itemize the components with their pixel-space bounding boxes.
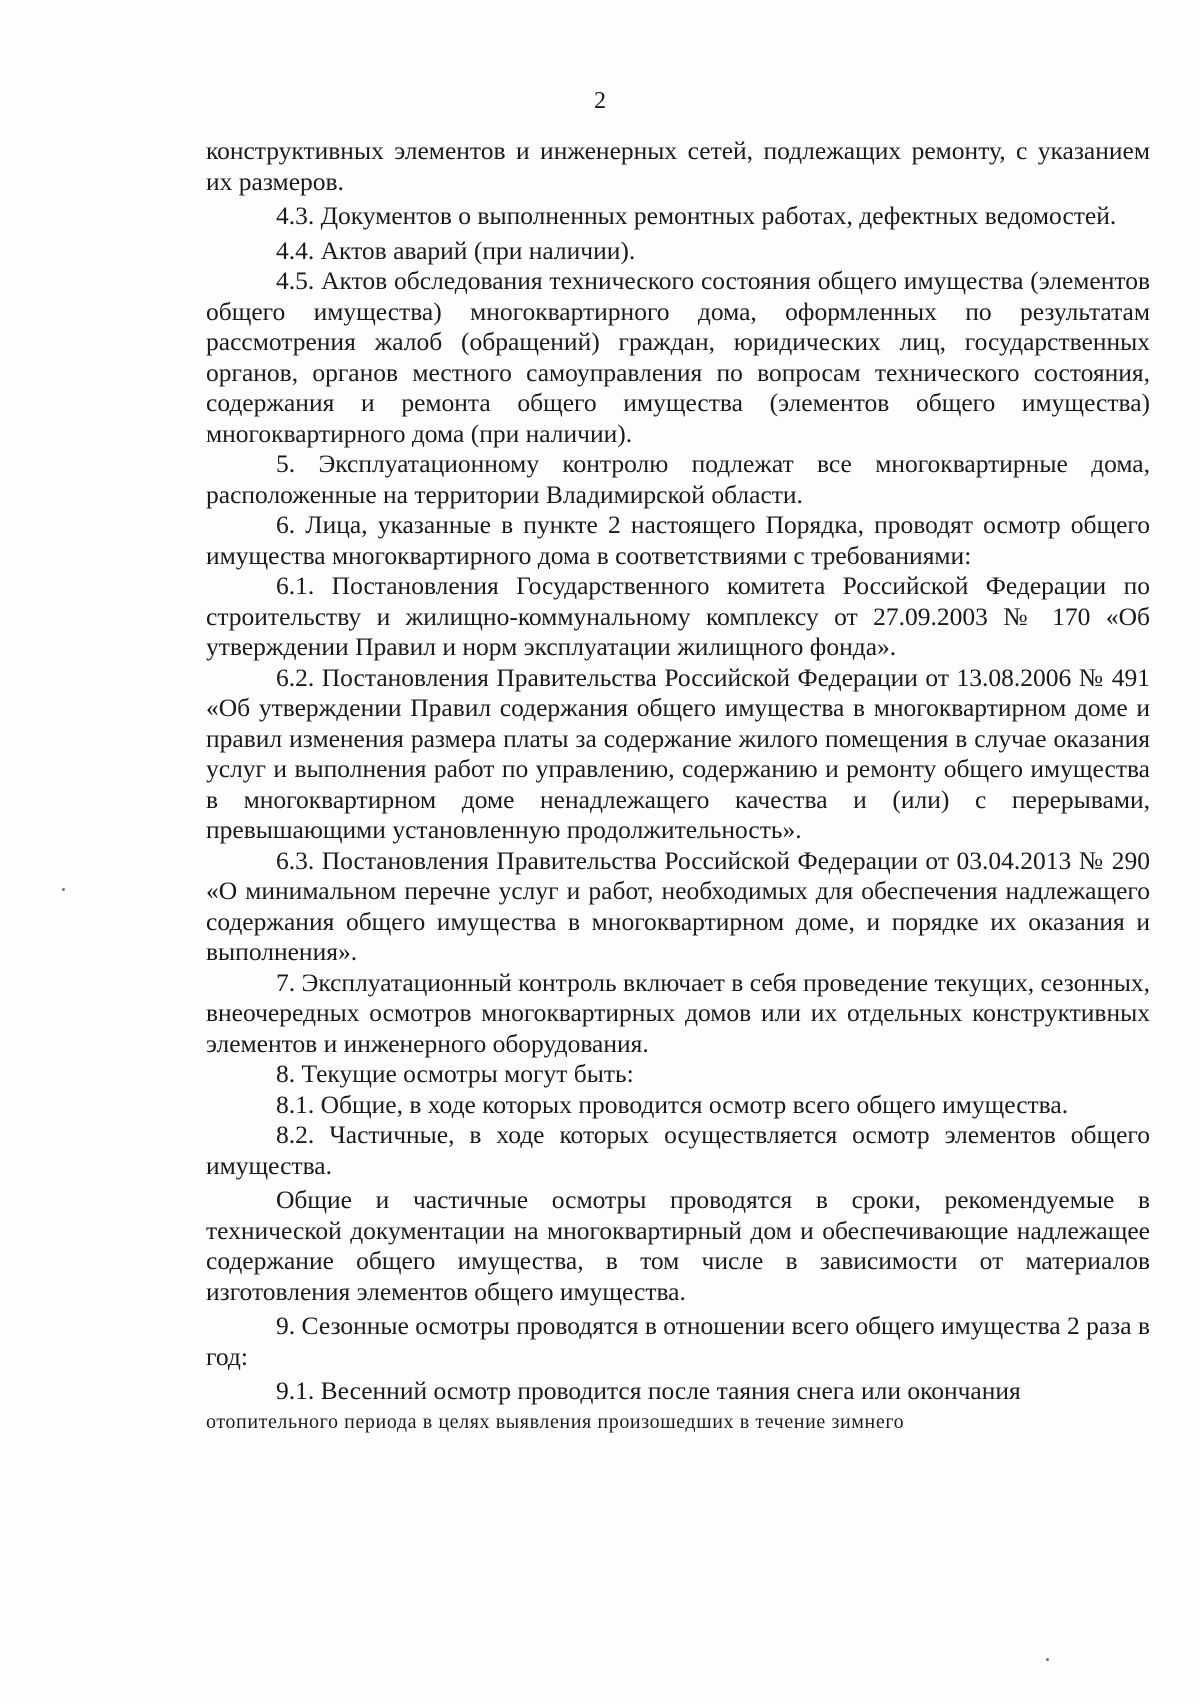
paragraph-general-inspections: Общие и частичные осмотры проводятся в сроки, рекомендуемые в технической документации на многоквартирный дом и обеспечивающие надлежащее содержание общего имущества, в том числе в зависимости от материалов изготовления элементов общего имущества.: [206, 1185, 1150, 1306]
paragraph-4-4: 4.4. Актов аварий (при наличии).: [276, 235, 636, 265]
document-body: [206, 136, 1150, 1437]
paragraph-continuation: конструктивных элементов и инженерных сетей, подлежащих ремонту, с указанием их размеров.: [206, 136, 1150, 196]
paragraph-8-2: 8.2. Частичные, в ходе которых осуществляется осмотр элементов общего имущества.: [206, 1120, 1150, 1180]
paragraph-9: 9. Сезонные осмотры проводятся в отношении всего общего имущества 2 раза в год:: [206, 1311, 1150, 1371]
scan-speck: [62, 888, 65, 891]
paragraph-7: 7. Эксплуатационный контроль включает в себя проведение текущих, сезонных, внеочередных осмотров многоквартирных домов или их отдельных конструктивных элементов и инженерного оборудования.: [206, 967, 1150, 1058]
paragraph-4-3: 4.3. Документов о выполненных ремонтных работах, дефектных ведомостей.: [276, 201, 1117, 230]
paragraph-8: 8. Текущие осмотры могут быть:: [276, 1059, 634, 1088]
paragraph-6-2: 6.2. Постановления Правительства Российской Федерации от 13.08.2006 № 491 «Об утверждении Правил содержания общего имущества в многоквартирном доме и правил изменения размера платы за содержание жилого помещения в случае оказания услуг и выполнения работ по управлению, содержанию и ремонту общего имущества в многоквартирном доме ненадлежащего качества и (или) с перерывами, превышающими установленную продолжительность».: [206, 662, 1150, 844]
paragraph-5: 5. Эксплуатационному контролю подлежат все многоквартирные дома, расположенные на территории Владимирской области.: [206, 449, 1150, 509]
paragraph-9-1: 9.1. Весенний осмотр проводится после таяния снега или окончания: [276, 1376, 1021, 1405]
scan-speck: [1046, 1658, 1049, 1661]
paragraph-6-3: 6.3. Постановления Правительства Российской Федерации от 03.04.2013 № 290 «О минимальном перечне услуг и работ, необходимых для обеспечения надлежащего содержания общего имущества в многоквартирном доме, и порядке их оказания и выполнения».: [206, 845, 1150, 966]
paragraph-6-1: 6.1. Постановления Государственного комитета Российской Федерации по строительству и жилищно-коммунальному комплексу от 27.09.2003 № 170 «Об утверждении Правил и норм эксплуатации жилищного фонда».: [206, 571, 1150, 661]
page-number: 2: [594, 88, 606, 114]
paragraph-4-5: 4.5. Актов обследования технического состояния общего имущества (элементов общего имущества) многоквартирного дома, оформленных по результатам рассмотрения жалоб (обращений) граждан, юридических лиц, государственных органов, органов местного самоуправления по вопросам технического состояния, содержания и ремонта общего имущества (элементов общего имущества) многоквартирного дома (при наличии).: [206, 266, 1150, 448]
paragraph-6: 6. Лица, указанные в пункте 2 настоящего Порядка, проводят осмотр общего имущества многоквартирного дома в соответствиями с требованиями:: [206, 510, 1150, 570]
paragraph-8-1: 8.1. Общие, в ходе которых проводится осмотр всего общего имущества.: [276, 1089, 1069, 1119]
paragraph-9-1-continuation: отопительного периода в целях выявления произошедших в течение зимнего: [206, 1410, 905, 1433]
